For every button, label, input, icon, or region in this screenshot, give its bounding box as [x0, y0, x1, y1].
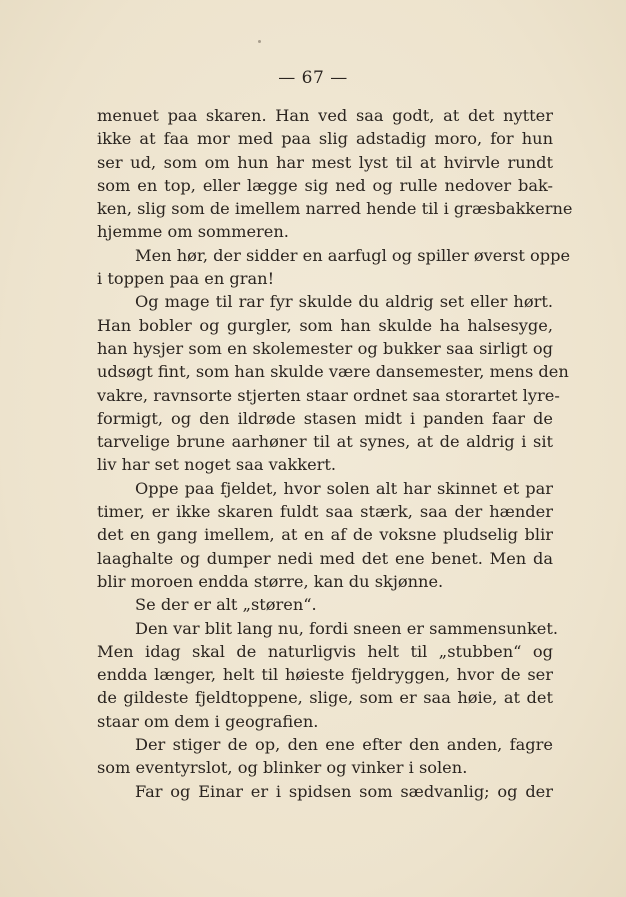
- text-line: udsøgt fint, som han skulde være dansemester, mens den: [97, 362, 569, 382]
- text-line: han hysjer som en skolemester og bukker saa sirligt og: [97, 338, 553, 358]
- text-line: liv har set noget saa vakkert.: [97, 455, 337, 475]
- text-line: staar om dem i geografien.: [97, 711, 319, 731]
- text-line: Se der er alt „støren“.: [135, 595, 317, 615]
- text-line: Den var blit lang nu, fordi sneen er sammensunket.: [135, 618, 559, 638]
- text-line: Der stiger de op, den ene efter den anden, fagre: [135, 735, 553, 755]
- text-line: Og mage til rar fyr skulde du aldrig set eller hørt.: [135, 292, 553, 312]
- text-line: Oppe paa fjeldet, hvor solen alt har skinnet et par: [135, 478, 553, 498]
- text-line: de gildeste fjeldtoppene, slige, som er saa høie, at det: [97, 688, 553, 708]
- text-line: blir moroen endda større, kan du skjønne.: [97, 571, 444, 591]
- paper-speck: [258, 40, 261, 43]
- page-number: — 67 —: [278, 68, 348, 88]
- text-line: timer, er ikke skaren fuldt saa stærk, saa der hænder: [97, 502, 553, 522]
- text-line: som en top, eller lægge sig ned og rulle nedover bak-: [97, 175, 553, 195]
- text-line: formigt, og den ildrøde stasen midt i panden faar de: [97, 408, 553, 428]
- text-line: i toppen paa en gran!: [97, 269, 275, 289]
- text-line: som eventyrslot, og blinker og vinker i solen.: [97, 758, 468, 778]
- text-line: menuet paa skaren. Han ved saa godt, at det nytter: [97, 106, 553, 125]
- body-text: [97, 104, 573, 803]
- text-line: ken, slig som de imellem narred hende til i græsbakkerne: [97, 199, 573, 219]
- text-line: tarvelige brune aarhøner til at synes, at de aldrig i sit: [97, 432, 553, 452]
- text-line: endda længer, helt til høieste fjeldryggen, hvor de ser: [97, 665, 553, 685]
- text-line: hjemme om sommeren.: [97, 222, 289, 242]
- text-line: Han bobler og gurgler, som han skulde ha halsesyge,: [97, 315, 553, 335]
- text-line: ikke at faa mor med paa slig adstadig moro, for hun: [97, 129, 553, 149]
- text-line: laaghalte og dumper nedi med det ene benet. Men da: [97, 548, 553, 568]
- text-line: Men hør, der sidder en aarfugl og spiller øverst oppe: [135, 245, 571, 265]
- text-line: Men idag skal de naturligvis helt til „stubben“ og: [97, 641, 553, 661]
- text-line: Far og Einar er i spidsen som sædvanlig; og der: [135, 781, 553, 801]
- text-line: vakre, ravnsorte stjerten staar ordnet saa storartet lyre-: [97, 385, 560, 405]
- text-line: det en gang imellem, at en af de voksne pludselig blir: [97, 525, 553, 545]
- text-line: ser ud, som om hun har mest lyst til at hvirvle rundt: [97, 152, 553, 172]
